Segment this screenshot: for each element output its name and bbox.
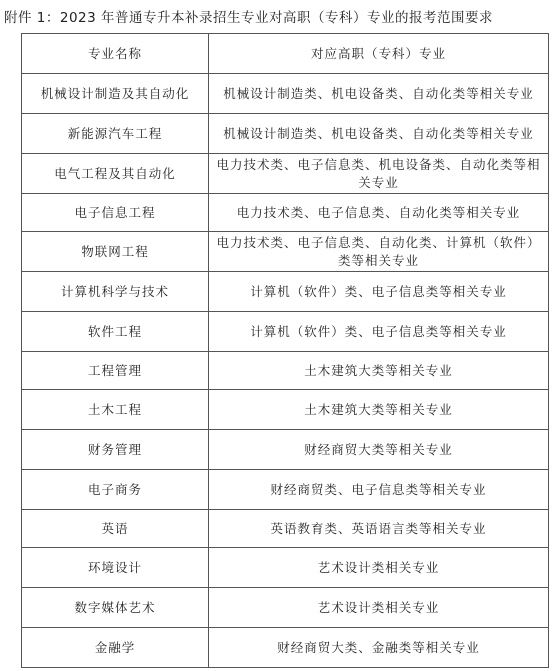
- major-name-cell: 土木工程: [22, 390, 209, 430]
- eligible-range-cell: 土木建筑大类等相关专业: [209, 352, 549, 390]
- table-row: [22, 74, 549, 114]
- major-name-cell: 新能源汽车工程: [22, 114, 209, 154]
- eligible-range-cell: 电力技术类、电子信息类、自动化类等相关专业: [209, 194, 549, 232]
- table-row: [22, 232, 549, 272]
- table-row: [22, 548, 549, 588]
- table-row: [22, 628, 549, 668]
- major-name-cell: 软件工程: [22, 312, 209, 352]
- table-row: [22, 194, 549, 232]
- major-name-cell: 计算机科学与技术: [22, 272, 209, 312]
- eligible-range-cell: 计算机（软件）类、电子信息类等相关专业: [209, 312, 549, 352]
- major-name-cell: 电气工程及其自动化: [22, 154, 209, 194]
- table-row: [22, 390, 549, 430]
- eligible-range-cell: 艺术设计类相关专业: [209, 588, 549, 628]
- table-row: [22, 352, 549, 390]
- table-row: [22, 272, 549, 312]
- major-name-cell: 财务管理: [22, 430, 209, 470]
- eligible-range-cell: 电力技术类、电子信息类、机电设备类、自动化类等相关专业: [209, 154, 549, 194]
- major-name-cell: 金融学: [22, 628, 209, 668]
- major-name-cell: 物联网工程: [22, 232, 209, 272]
- table-row: [22, 430, 549, 470]
- requirements-table: [21, 33, 549, 668]
- table-row: [22, 588, 549, 628]
- major-name-cell: 电子信息工程: [22, 194, 209, 232]
- eligible-range-cell: 机械设计制造类、机电设备类、自动化类等相关专业: [209, 74, 549, 114]
- eligible-range-cell: 财经商贸大类等相关专业: [209, 430, 549, 470]
- table-body: [22, 74, 549, 668]
- table-row: [22, 114, 549, 154]
- header-range: 对应高职（专科）专业: [209, 34, 549, 74]
- major-name-cell: 工程管理: [22, 352, 209, 390]
- major-name-cell: 电子商务: [22, 470, 209, 510]
- eligible-range-cell: 计算机（软件）类、电子信息类等相关专业: [209, 272, 549, 312]
- eligible-range-cell: 艺术设计类相关专业: [209, 548, 549, 588]
- eligible-range-cell: 财经商贸大类、金融类等相关专业: [209, 628, 549, 668]
- document-title: 附件 1：2023 年普通专升本补录招生专业对高职（专科）专业的报考范围要求: [4, 10, 494, 26]
- eligible-range-cell: 财经商贸类、电子信息类等相关专业: [209, 470, 549, 510]
- table-header-row: [22, 34, 549, 74]
- eligible-range-cell: 电力技术类、电子信息类、自动化类、计算机（软件）类等相关专业: [209, 232, 549, 272]
- major-name-cell: 英语: [22, 510, 209, 548]
- major-name-cell: 环境设计: [22, 548, 209, 588]
- table-row: [22, 510, 549, 548]
- header-major: 专业名称: [22, 34, 209, 74]
- table-row: [22, 470, 549, 510]
- major-name-cell: 机械设计制造及其自动化: [22, 74, 209, 114]
- eligible-range-cell: 土木建筑大类等相关专业: [209, 390, 549, 430]
- eligible-range-cell: 英语教育类、英语语言类等相关专业: [209, 510, 549, 548]
- table-row: [22, 154, 549, 194]
- table-row: [22, 312, 549, 352]
- major-name-cell: 数字媒体艺术: [22, 588, 209, 628]
- eligible-range-cell: 机械设计制造类、机电设备类、自动化类等相关专业: [209, 114, 549, 154]
